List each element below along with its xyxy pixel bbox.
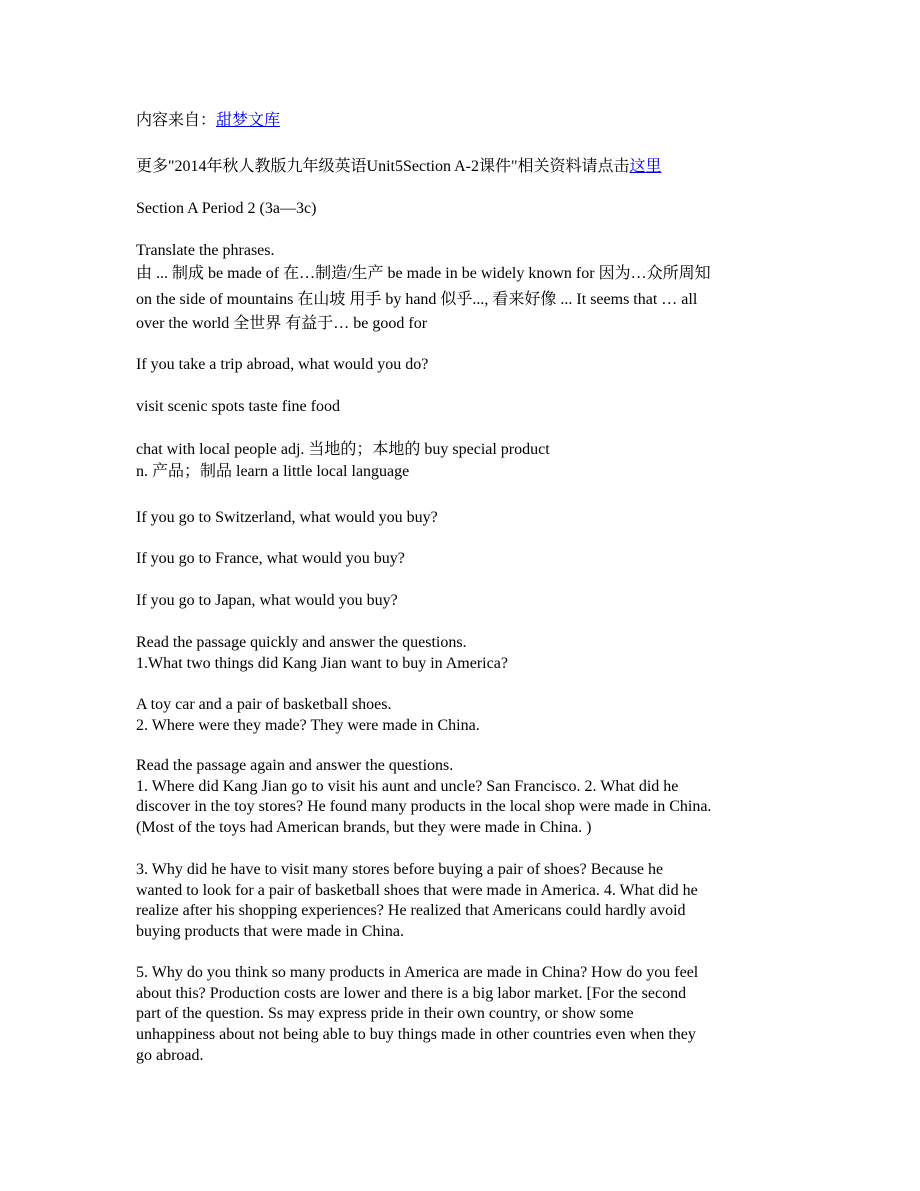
q3-q4-line: realize after his shopping experiences? He realized that Americans could hardly avoid: [136, 902, 686, 920]
q3-q4-line: 3. Why did he have to visit many stores before buying a pair of shoes? Because he: [136, 861, 664, 878]
translate-block: [136, 241, 711, 335]
translate-line: over the world 全世界 有益于… be good for: [136, 315, 428, 332]
source-line: [136, 111, 280, 132]
q5-line: 5. Why do you think so many products in America are made in China? How do you feel: [136, 964, 699, 981]
translate-line: 由 ... 制成 be made of 在…制造/生产 be made in be widely known for 因为…众所周知: [136, 265, 711, 282]
switzerland-question: If you go to Switzerland, what would you buy?: [136, 509, 438, 526]
q5-line: unhappiness about not being able to buy things made in other countries even when they: [136, 1026, 696, 1044]
translate-line: on the side of mountains 在山坡 用手 by hand 似乎..., 看来好像 ... It seems that … all: [136, 291, 698, 308]
q3-q4-block: [136, 860, 698, 943]
quick-read-block: [136, 632, 508, 674]
source-prefix: 内容来自：: [136, 112, 217, 129]
q3-q4-line: wanted to look for a pair of basketball shoes that were made in America. 4. What did he: [136, 881, 698, 899]
translate-heading: Translate the phrases.: [136, 242, 275, 259]
more-prefix: 更多"2014年秋人教版九年级英语Unit5Section A-2课件"相关资料请点击: [136, 158, 630, 175]
read-again-line: Read the passage again and answer the questions.: [136, 757, 454, 774]
q5-line: about this? Production costs are lower and there is a big labor market. [For the second: [136, 984, 687, 1002]
trip-answer-1: visit scenic spots taste fine food: [136, 398, 340, 415]
read-again-line: (Most of the toys had American brands, but they were made in China. ): [136, 819, 592, 837]
japan-question: If you go to Japan, what would you buy?: [136, 592, 398, 609]
q5-block: [136, 963, 698, 1067]
quick-answer-line: 2. Where were they made? They were made in China.: [136, 717, 480, 734]
page-title: Section A Period 2 (3a—3c): [136, 200, 317, 217]
quick-answers-block: [136, 694, 480, 736]
quick-answer-line: A toy car and a pair of basketball shoes.: [136, 696, 392, 713]
read-again-line: 1. Where did Kang Jian go to visit his aunt and uncle? San Francisco. 2. What did he: [136, 777, 679, 795]
trip-answer-2: [136, 439, 550, 483]
more-resources-line: [136, 157, 662, 178]
source-link[interactable]: 甜梦文库: [216, 112, 281, 129]
trip-question: If you take a trip abroad, what would you do?: [136, 356, 429, 373]
trip-answer-line: n. 产品；制品 learn a little local language: [136, 463, 410, 480]
trip-answer-line: chat with local people adj. 当地的；本地的 buy special product: [136, 441, 550, 458]
q5-line: go abroad.: [136, 1046, 204, 1064]
france-question: If you go to France, what would you buy?: [136, 550, 405, 567]
quick-read-line: 1.What two things did Kang Jian want to buy in America?: [136, 655, 508, 672]
q5-line: part of the question. Ss may express pride in their own country, or show some: [136, 1005, 634, 1023]
quick-read-line: Read the passage quickly and answer the questions.: [136, 634, 467, 651]
q3-q4-line: buying products that were made in China.: [136, 923, 404, 941]
read-again-block: [136, 756, 711, 839]
more-link[interactable]: 这里: [629, 158, 662, 175]
read-again-line: discover in the toy stores? He found many products in the local shop were made in China.: [136, 798, 712, 816]
